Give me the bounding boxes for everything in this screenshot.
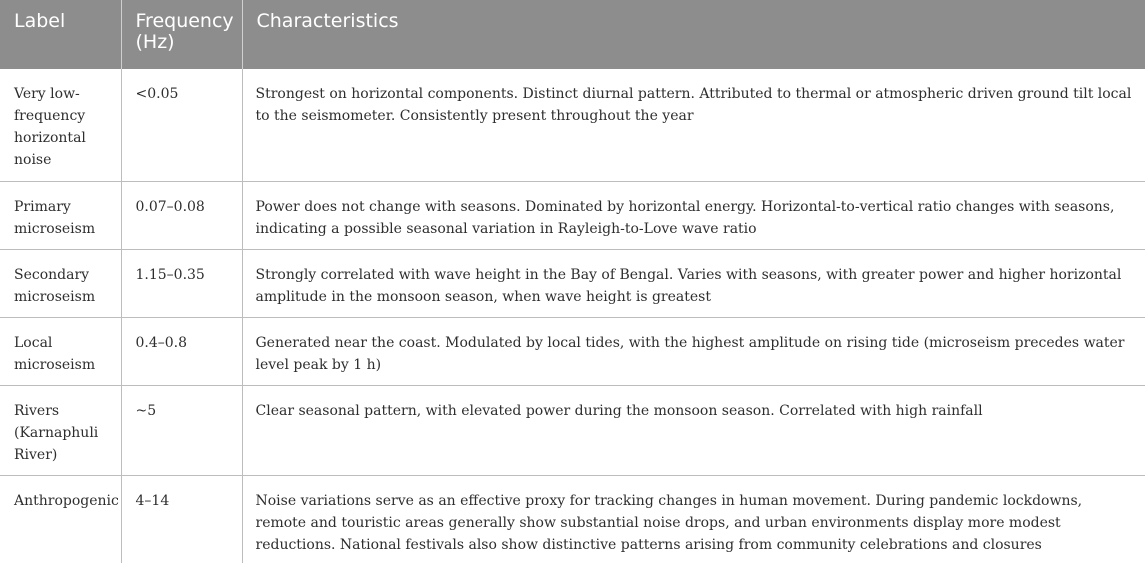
cell-label: Primary microseism (0, 181, 121, 249)
header-characteristics: Characteristics (242, 0, 1145, 69)
cell-characteristics: Generated near the coast. Modulated by local tides, with the highest amplitude on rising tide (microseism precedes water level peak by 1 h) (242, 317, 1145, 385)
table-row (0, 385, 1145, 475)
header-frequency: Frequency (Hz) (121, 0, 242, 69)
cell-frequency: <0.05 (121, 69, 242, 181)
cell-frequency: 0.07–0.08 (121, 181, 242, 249)
cell-frequency: 1.15–0.35 (121, 249, 242, 317)
table-row (0, 317, 1145, 385)
cell-frequency: ~5 (121, 385, 242, 475)
table-row (0, 181, 1145, 249)
cell-characteristics: Clear seasonal pattern, with elevated power during the monsoon season. Correlated with high rainfall (242, 385, 1145, 475)
table-header (0, 0, 1145, 69)
cell-label: Secondary microseism (0, 249, 121, 317)
table-row (0, 475, 1145, 563)
cell-characteristics: Noise variations serve as an effective proxy for tracking changes in human movement. During pandemic lockdowns, remote and touristic areas generally show substantial noise drops, and urban environments display more modest reductions. National festivals also show distinctive patterns arising from community celebrations and closures (255, 492, 1083, 553)
cell-frequency: 4–14 (121, 475, 242, 563)
header-row (0, 0, 1145, 69)
cell-frequency: 0.4–0.8 (121, 317, 242, 385)
table-body (0, 69, 1145, 563)
cell-label: Local microseism (0, 317, 121, 385)
cell-label: Very low-frequency horizontal noise (0, 69, 121, 181)
cell-label: Anthropogenic (0, 475, 121, 563)
table-row (0, 69, 1145, 181)
cell-label: Rivers (Karnaphuli River) (0, 385, 121, 475)
header-label: Label (0, 0, 121, 69)
table-row (0, 249, 1145, 317)
cell-characteristics: Power does not change with seasons. Dominated by horizontal energy. Horizontal-to-vertical ratio changes with seasons, indicating a possible seasonal variation in Rayleigh-to-Love wave ratio (242, 181, 1145, 249)
cell-characteristics: Strongly correlated with wave height in the Bay of Bengal. Varies with seasons, with greater power and higher horizontal amplitude in the monsoon season, when wave height is greatest (242, 249, 1145, 317)
cell-characteristics: Strongest on horizontal components. Distinct diurnal pattern. Attributed to thermal or atmospheric driven ground tilt local to the seismometer. Consistently present throughout the year (242, 69, 1145, 181)
